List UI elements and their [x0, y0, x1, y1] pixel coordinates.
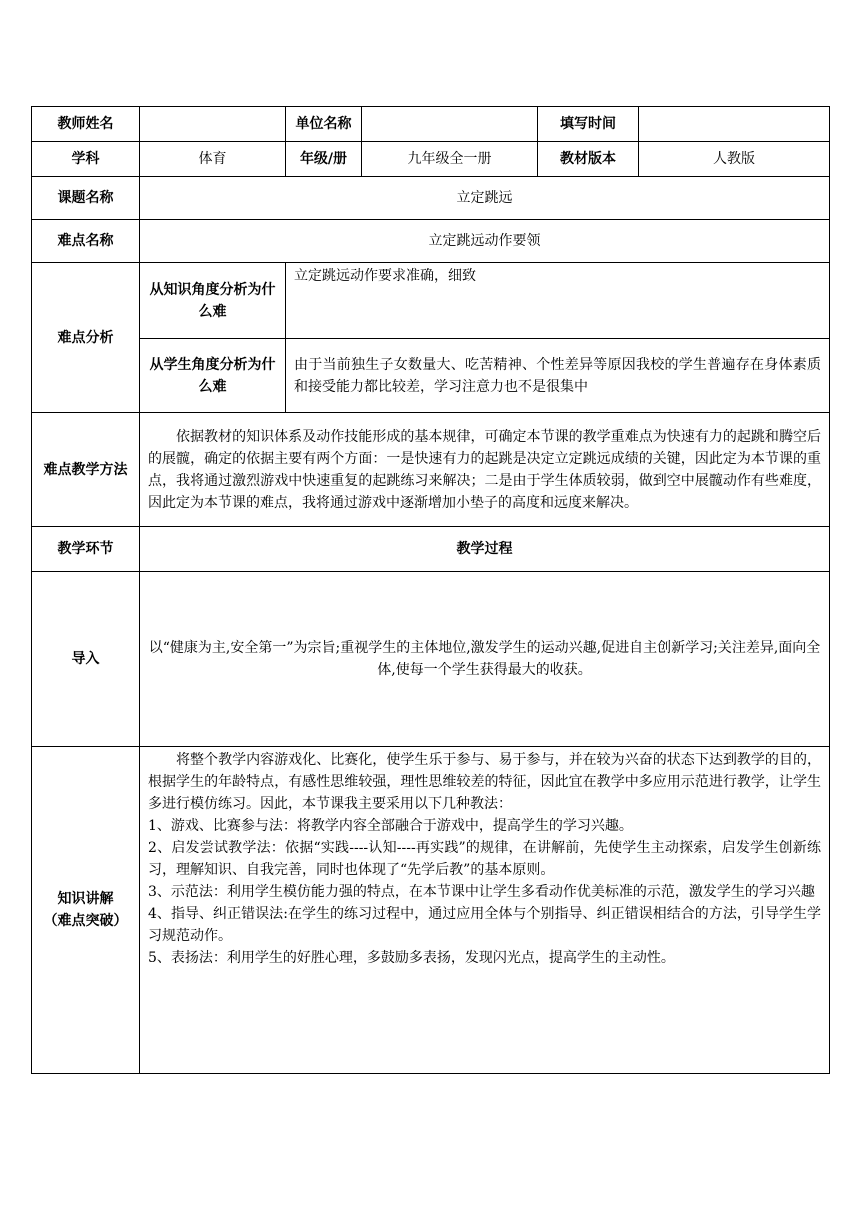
student-angle-value: 由于当前独生子女数量大、吃苦精神、个性差异等原因我校的学生普遍存在身体素质和接受能力都比较差，学习注意力也不是很集中	[286, 339, 830, 413]
difficulty-row	[32, 220, 830, 263]
method-item-4: 4、指导、纠正错误法:在学生的练习过程中，通过应用全体与个别指导、纠正错误相结合的方法，引导学生学习规范动作。	[148, 906, 821, 944]
method-label: 难点教学方法	[32, 413, 140, 527]
analysis-row-student	[32, 339, 830, 413]
grade-label: 年级/册	[286, 142, 362, 177]
knowledge-label-line2: （难点突破）	[43, 913, 128, 929]
unit-name-label: 单位名称	[286, 107, 362, 142]
header-row-1	[32, 107, 830, 142]
edition-value: 人教版	[639, 142, 830, 177]
knowledge-row	[32, 747, 830, 1074]
fill-time-value[interactable]	[639, 107, 830, 142]
method-value: 依据教材的知识体系及动作技能形成的基本规律，可确定本节课的教学重难点为快速有力的起跳和腾空后的展髋，确定的依据主要有两个方面：一是快速有力的起跳是决定立定跳远成绩的关键，因此定为本节课的重点，我将通过激烈游戏中快速重复的起跳练习来解决；二是由于学生体质较弱，做到空中展髋动作有些难度，因此定为本节课的难点，我将通过游戏中逐渐增加小垫子的高度和远度来解决。	[140, 413, 830, 527]
stage-header-label: 教学环节	[32, 527, 140, 572]
subject-label: 学科	[32, 142, 140, 177]
analysis-label: 难点分析	[32, 263, 140, 413]
analysis-row-knowledge	[32, 263, 830, 339]
method-item-5: 5、表扬法：利用学生的好胜心理，多鼓励多表扬，发现闪光点，提高学生的主动性。	[148, 950, 675, 966]
topic-label: 课题名称	[32, 177, 140, 220]
knowledge-angle-label: 从知识角度分析为什么难	[140, 263, 286, 339]
method-row	[32, 413, 830, 527]
grade-value: 九年级全一册	[362, 142, 538, 177]
process-header-label: 教学过程	[140, 527, 830, 572]
subject-value: 体育	[140, 142, 286, 177]
student-angle-label: 从学生角度分析为什么难	[140, 339, 286, 413]
method-item-3: 3、示范法：利用学生模仿能力强的特点，在本节课中让学生多看动作优美标准的示范，激发学生的学习兴趣	[148, 884, 815, 900]
intro-value: 以“健康为主,安全第一”为宗旨;重视学生的主体地位,激发学生的运动兴趣,促进自主创新学习;关注差异,面向全体,使每一个学生获得最大的收获。	[140, 572, 830, 747]
knowledge-label-line1: 知识讲解	[57, 891, 114, 907]
knowledge-angle-value: 立定跳远动作要求准确，细致	[286, 263, 830, 339]
teacher-name-value[interactable]	[140, 107, 286, 142]
intro-row	[32, 572, 830, 747]
teacher-name-label: 教师姓名	[32, 107, 140, 142]
difficulty-label: 难点名称	[32, 220, 140, 263]
topic-value: 立定跳远	[140, 177, 830, 220]
methods-intro-paragraph: 将整个教学内容游戏化、比赛化，使学生乐于参与、易于参与，并在较为兴奋的状态下达到教学的目的，根据学生的年龄特点，有感性思维较强，理性思维较差的特征，因此宜在教学中多应用示范进行教学，让学生多进行模仿练习。因此，本节课我主要采用以下几种教法：	[148, 752, 821, 812]
lesson-design-table	[31, 106, 830, 1074]
difficulty-value: 立定跳远动作要领	[140, 220, 830, 263]
knowledge-label	[32, 747, 140, 1074]
intro-label: 导入	[32, 572, 140, 747]
edition-label: 教材版本	[538, 142, 639, 177]
knowledge-content	[140, 747, 830, 1074]
fill-time-label: 填写时间	[538, 107, 639, 142]
unit-name-value[interactable]	[362, 107, 538, 142]
header-row-2	[32, 142, 830, 177]
process-header-row	[32, 527, 830, 572]
method-item-2: 2、启发尝试教学法：依据“实践----认知----再实践”的规律，在讲解前，先使学生主动探索，启发学生创新练习，理解知识、自我完善，同时也体现了“先学后教”的基本原则。	[148, 840, 821, 878]
method-item-1: 1、游戏、比赛参与法：将教学内容全部融合于游戏中，提高学生的学习兴趣。	[148, 818, 633, 834]
topic-row	[32, 177, 830, 220]
